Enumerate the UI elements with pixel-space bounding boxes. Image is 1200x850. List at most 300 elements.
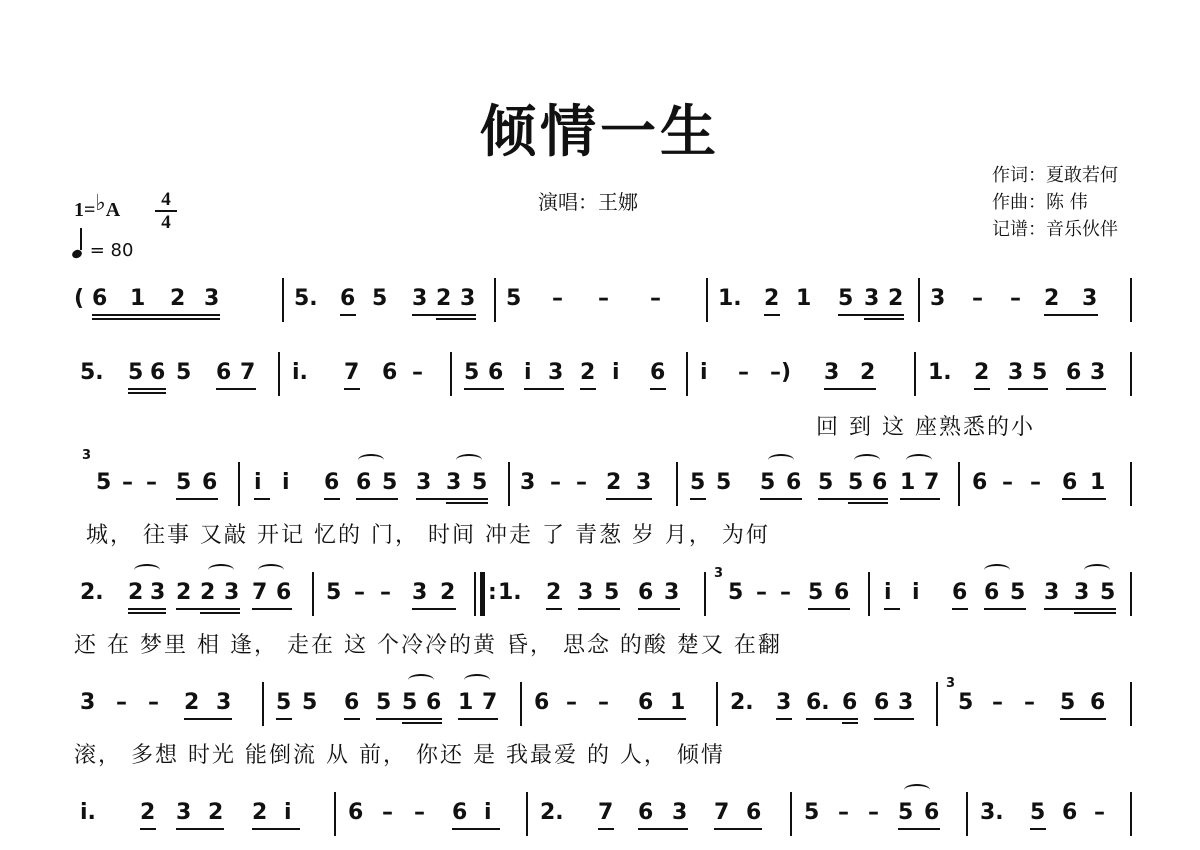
note: 2 xyxy=(436,286,452,311)
barline xyxy=(1130,792,1132,836)
note: 1 xyxy=(670,690,686,715)
beam xyxy=(874,718,914,720)
barline xyxy=(1130,278,1132,322)
note: 5 xyxy=(760,470,776,495)
score-row-1 xyxy=(72,278,1142,318)
note: 1. xyxy=(498,580,522,605)
beam xyxy=(92,314,220,316)
beam xyxy=(1060,718,1106,720)
note: 7 xyxy=(240,360,256,385)
note: 2 xyxy=(888,286,904,311)
note: –) xyxy=(770,360,792,385)
beam xyxy=(606,498,652,500)
note: 6. xyxy=(806,690,830,715)
beam xyxy=(1074,612,1116,614)
beam xyxy=(412,608,456,610)
note: 5 xyxy=(464,360,480,385)
beam xyxy=(344,388,360,390)
note: 6 xyxy=(924,800,940,825)
note: 2 xyxy=(200,580,216,605)
note: 3 xyxy=(548,360,564,385)
beam xyxy=(412,314,476,316)
note: – xyxy=(1094,800,1105,825)
note: 5 xyxy=(402,690,418,715)
beam xyxy=(546,608,562,610)
beam xyxy=(458,718,498,720)
beam xyxy=(690,498,706,500)
slur xyxy=(464,674,490,686)
beam xyxy=(1044,314,1098,316)
score-row-4 xyxy=(72,566,1142,612)
note: – xyxy=(354,580,365,605)
note: 2 xyxy=(974,360,990,385)
note: 1 xyxy=(1090,470,1106,495)
note: 2 xyxy=(860,360,876,385)
note: – xyxy=(650,286,661,311)
note: 5 xyxy=(818,470,834,495)
beam xyxy=(356,498,398,500)
note: 6 xyxy=(1062,470,1078,495)
note: 5 xyxy=(176,360,192,385)
beam xyxy=(128,392,166,394)
note: 6 xyxy=(874,690,890,715)
beam xyxy=(900,498,940,500)
note: – xyxy=(148,690,159,715)
key-prefix: 1= xyxy=(74,199,96,221)
beam xyxy=(776,718,792,720)
beam xyxy=(1008,388,1048,390)
grace-note: 3 xyxy=(82,448,92,463)
note: – xyxy=(412,360,423,385)
note: – xyxy=(382,800,393,825)
note: 6 xyxy=(426,690,442,715)
beam xyxy=(92,318,220,320)
slur xyxy=(906,454,932,466)
score-row-2 xyxy=(72,352,1142,392)
beam xyxy=(324,498,340,500)
beam xyxy=(436,318,476,320)
note: 5 xyxy=(302,690,318,715)
note: 3 xyxy=(930,286,946,311)
beam xyxy=(838,314,904,316)
beam xyxy=(842,722,858,724)
note: 3 xyxy=(1082,286,1098,311)
note: 6 xyxy=(348,800,364,825)
note: 2 xyxy=(546,580,562,605)
credits-block xyxy=(992,162,1118,243)
note: 6 xyxy=(150,360,166,385)
beam xyxy=(452,828,500,830)
note: 3 xyxy=(224,580,240,605)
barline xyxy=(966,792,968,836)
barline xyxy=(526,792,528,836)
note: – xyxy=(552,286,563,311)
barline xyxy=(494,278,496,322)
beam xyxy=(140,828,156,830)
note: – xyxy=(380,580,391,605)
beam xyxy=(254,498,270,500)
note: 6 xyxy=(1090,690,1106,715)
note: 5. xyxy=(80,360,104,385)
note: 3 xyxy=(578,580,594,605)
tempo-marking xyxy=(72,234,133,261)
note: 6 xyxy=(834,580,850,605)
time-sig-top: 4 xyxy=(161,189,171,210)
note: 3 xyxy=(446,470,462,495)
note: – xyxy=(1024,690,1035,715)
barline xyxy=(1130,572,1132,616)
note: 7 xyxy=(344,360,360,385)
beam xyxy=(638,828,688,830)
note: 3. xyxy=(980,800,1004,825)
note: 1 xyxy=(458,690,474,715)
note: 3 xyxy=(412,286,428,311)
score-row-5 xyxy=(72,676,1142,722)
slur xyxy=(904,784,930,796)
note: 3 xyxy=(1074,580,1090,605)
note: 6 xyxy=(324,470,340,495)
note: 1 xyxy=(796,286,812,311)
note: 6 xyxy=(534,690,550,715)
note: 5 xyxy=(716,470,732,495)
note: 5 xyxy=(506,286,522,311)
lyricist-credit: 作词：夏敢若何 xyxy=(992,165,1118,186)
beam xyxy=(1066,388,1106,390)
beam xyxy=(864,318,904,320)
time-signature xyxy=(155,190,177,232)
slur xyxy=(258,564,284,576)
note: 7 xyxy=(714,800,730,825)
beam xyxy=(1044,608,1116,610)
score-title: 倾情一生 xyxy=(480,99,720,165)
lyric-line-3 xyxy=(72,518,1142,548)
note: 5 xyxy=(838,286,854,311)
note: 6 xyxy=(344,690,360,715)
note: 3 xyxy=(1044,580,1060,605)
lyric-line-2 xyxy=(72,410,1142,440)
tempo-value: = 80 xyxy=(89,240,134,261)
note: 5 xyxy=(326,580,342,605)
note: – xyxy=(598,690,609,715)
repeat-barline xyxy=(480,572,485,616)
beam xyxy=(1062,498,1106,500)
note: – xyxy=(738,360,749,385)
beam xyxy=(402,722,442,724)
note: 3 xyxy=(412,580,428,605)
barline xyxy=(508,462,510,506)
lyric-line-4 xyxy=(72,628,1142,658)
beam xyxy=(1030,828,1046,830)
barline xyxy=(312,572,314,616)
score-row-3 xyxy=(72,448,1142,502)
slur xyxy=(408,674,434,686)
beam xyxy=(128,388,166,390)
note: 6 xyxy=(216,360,232,385)
note: 5 xyxy=(1032,360,1048,385)
barline xyxy=(474,572,476,616)
note: i xyxy=(254,470,262,495)
note: – xyxy=(780,580,791,605)
barline xyxy=(958,462,960,506)
note: 3 xyxy=(1008,360,1024,385)
slur xyxy=(984,564,1010,576)
note: i. xyxy=(292,360,308,385)
barline xyxy=(790,792,792,836)
note: 3 xyxy=(824,360,840,385)
note: 6 xyxy=(356,470,372,495)
beam xyxy=(638,608,680,610)
slur xyxy=(456,454,482,466)
note: 5 xyxy=(176,470,192,495)
note: 3 xyxy=(776,690,792,715)
beam xyxy=(824,388,876,390)
barline xyxy=(1130,682,1132,726)
note: 2 xyxy=(606,470,622,495)
beam xyxy=(806,718,858,720)
beam xyxy=(760,498,802,500)
note: 6 xyxy=(340,286,356,311)
beam xyxy=(598,828,614,830)
note: i xyxy=(524,360,532,385)
barline xyxy=(936,682,938,726)
time-sig-bottom: 4 xyxy=(161,212,171,233)
beam xyxy=(128,608,166,610)
note: – xyxy=(414,800,425,825)
beam xyxy=(524,388,564,390)
barline xyxy=(918,278,920,322)
beam xyxy=(176,828,224,830)
note: i xyxy=(484,800,492,825)
barline xyxy=(868,572,870,616)
note: 7 xyxy=(252,580,268,605)
note: 1 xyxy=(900,470,916,495)
slur xyxy=(358,454,384,466)
note: 5 xyxy=(376,690,392,715)
beam xyxy=(252,608,292,610)
note: 6 xyxy=(952,580,968,605)
beam xyxy=(216,388,256,390)
note: i xyxy=(282,470,290,495)
note: 3 xyxy=(636,470,652,495)
beam xyxy=(818,498,888,500)
note: 3 xyxy=(204,286,220,311)
note: 2 xyxy=(184,690,200,715)
note: 3 xyxy=(864,286,880,311)
beam xyxy=(276,718,292,720)
lyric-text: 回 到 这 座熟悉的小 xyxy=(816,415,1035,440)
note: 6 xyxy=(638,800,654,825)
note: – xyxy=(992,690,1003,715)
singer-credit: 演唱：王娜 xyxy=(538,190,638,214)
beam xyxy=(344,718,360,720)
note: – xyxy=(116,690,127,715)
beam xyxy=(416,498,488,500)
beam xyxy=(898,828,940,830)
composer-credit: 作曲：陈 伟 xyxy=(992,192,1088,213)
beam xyxy=(638,718,686,720)
beam xyxy=(446,502,488,504)
note: 5 xyxy=(1060,690,1076,715)
barline xyxy=(676,462,678,506)
note: 6 xyxy=(972,470,988,495)
note: 5 xyxy=(96,470,112,495)
note: 6 xyxy=(488,360,504,385)
beam xyxy=(200,612,240,614)
note: – xyxy=(146,470,157,495)
note: 6 xyxy=(638,690,654,715)
note: 5 xyxy=(848,470,864,495)
beam xyxy=(376,718,442,720)
note: 3 xyxy=(80,690,96,715)
barline xyxy=(262,682,264,726)
beam xyxy=(128,612,166,614)
note: 5 xyxy=(382,470,398,495)
note: – xyxy=(566,690,577,715)
note: 2 xyxy=(128,580,144,605)
note: 7 xyxy=(598,800,614,825)
barline xyxy=(282,278,284,322)
slur xyxy=(134,564,160,576)
note: 3 xyxy=(520,470,536,495)
note: 3 xyxy=(176,800,192,825)
note: – xyxy=(868,800,879,825)
slur xyxy=(1084,564,1110,576)
note: – xyxy=(1030,470,1041,495)
beam xyxy=(578,608,620,610)
note: 5 xyxy=(372,286,388,311)
beam xyxy=(952,608,968,610)
key-signature xyxy=(74,190,121,222)
note: 5 xyxy=(958,690,974,715)
note: 2 xyxy=(764,286,780,311)
transcriber-credit: 记谱：音乐伙伴 xyxy=(992,219,1118,240)
barline xyxy=(520,682,522,726)
barline xyxy=(914,352,916,396)
note: 5 xyxy=(808,580,824,605)
note: 1. xyxy=(928,360,952,385)
note: – xyxy=(1002,470,1013,495)
note: 3 xyxy=(898,690,914,715)
note: 2 xyxy=(140,800,156,825)
beam xyxy=(974,388,990,390)
lyric-text: 城， 往事 又敲 开记 忆的 门， 时间 冲走 了 青葱 岁 月， 为何 xyxy=(86,523,770,548)
note: 3 xyxy=(460,286,476,311)
note: 5 xyxy=(1100,580,1116,605)
beam xyxy=(764,314,780,316)
beam xyxy=(808,608,850,610)
barline xyxy=(278,352,280,396)
note: 2 xyxy=(580,360,596,385)
note: 5 xyxy=(472,470,488,495)
note: 1. xyxy=(718,286,742,311)
note: 5 xyxy=(728,580,744,605)
note: 3 xyxy=(216,690,232,715)
note: 5 xyxy=(1010,580,1026,605)
note: 6 xyxy=(786,470,802,495)
beam xyxy=(650,388,666,390)
note: 3 xyxy=(664,580,680,605)
note: 3 xyxy=(1090,360,1106,385)
note: 6 xyxy=(842,690,858,715)
note: 6 xyxy=(638,580,654,605)
beam xyxy=(580,388,596,390)
lyric-line-5 xyxy=(72,738,1142,768)
note: 2 xyxy=(1044,286,1060,311)
note: i xyxy=(612,360,620,385)
note: – xyxy=(972,286,983,311)
note: 2 xyxy=(170,286,186,311)
note: – xyxy=(756,580,767,605)
note: 6 xyxy=(872,470,888,495)
note: 5 xyxy=(128,360,144,385)
beam xyxy=(184,718,232,720)
note: i. xyxy=(80,800,96,825)
note: 7 xyxy=(482,690,498,715)
note: i xyxy=(284,800,292,825)
note: i xyxy=(884,580,892,605)
note: 3 xyxy=(150,580,166,605)
note: 6 xyxy=(92,286,108,311)
note-stem xyxy=(80,228,82,250)
beam xyxy=(464,388,504,390)
note: 3 xyxy=(672,800,688,825)
barline xyxy=(334,792,336,836)
beam xyxy=(176,498,218,500)
beam xyxy=(176,608,240,610)
note: 6 xyxy=(452,800,468,825)
note: 6 xyxy=(1066,360,1082,385)
beam xyxy=(340,314,356,316)
slur xyxy=(208,564,234,576)
note: 5 xyxy=(604,580,620,605)
barline xyxy=(238,462,240,506)
note: 7 xyxy=(924,470,940,495)
note: 2 xyxy=(176,580,192,605)
note: 1 xyxy=(130,286,146,311)
beam xyxy=(252,828,300,830)
note: 2 xyxy=(208,800,224,825)
note: 6 xyxy=(276,580,292,605)
note: 3 xyxy=(416,470,432,495)
note: 5. xyxy=(294,286,318,311)
note: 5 xyxy=(276,690,292,715)
note: – xyxy=(838,800,849,825)
beam xyxy=(848,502,888,504)
lyric-text: 滚， 多想 时光 能倒流 从 前， 你还 是 我最爱 的 人， 倾情 xyxy=(74,743,725,768)
beam xyxy=(884,608,900,610)
note: 6 xyxy=(1062,800,1078,825)
note: 6 xyxy=(650,360,666,385)
note: – xyxy=(122,470,133,495)
note: i xyxy=(700,360,708,385)
note: i xyxy=(912,580,920,605)
note: – xyxy=(550,470,561,495)
barline xyxy=(1130,462,1132,506)
repeat-dots: : xyxy=(488,580,497,605)
lyric-text: 还 在 梦里 相 逢， 走在 这 个冷冷的黄 昏， 思念 的酸 楚又 在翻 xyxy=(74,633,782,658)
note: 2. xyxy=(80,580,104,605)
score-row-6 xyxy=(72,792,1142,832)
note: – xyxy=(1010,286,1021,311)
note: 2 xyxy=(252,800,268,825)
note: 6 xyxy=(746,800,762,825)
beam xyxy=(984,608,1026,610)
note: ( xyxy=(74,286,85,311)
beam xyxy=(714,828,762,830)
barline xyxy=(706,278,708,322)
barline xyxy=(704,572,706,616)
note: 5 xyxy=(690,470,706,495)
